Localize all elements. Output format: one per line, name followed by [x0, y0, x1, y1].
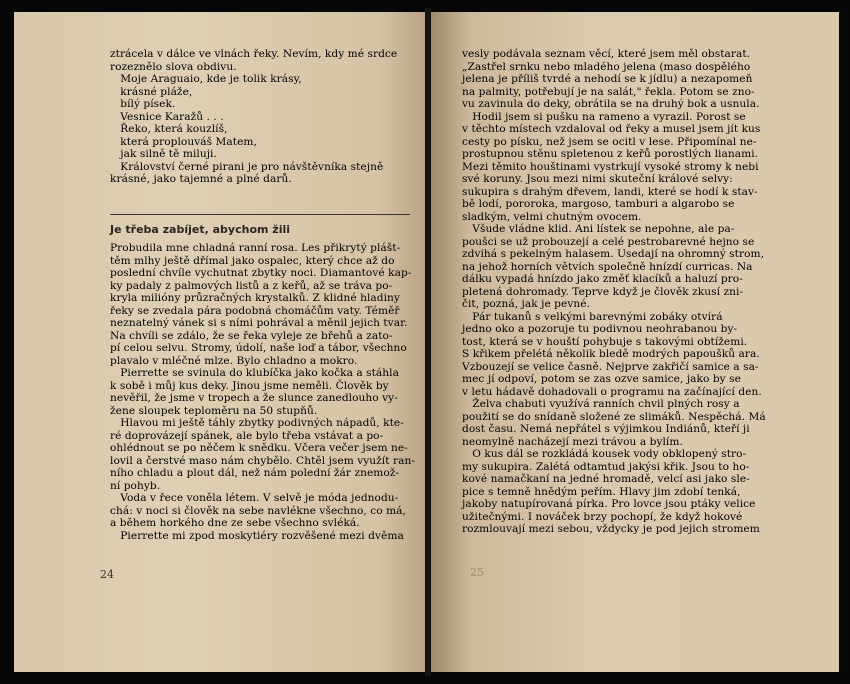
text-line: ního chladu a plout dál, než nám polední žár znemož- [110, 467, 400, 479]
text-line: Řeko, která kouzlíš, [110, 123, 228, 135]
text-line: v těchto místech vzdaloval od řeky a musel jsem jít kus [462, 123, 761, 135]
right-body-text [462, 48, 766, 536]
text-line: Království černé pirani je pro návštěvníka stejně [110, 160, 384, 173]
text-line: rozmlouvají mezi sebou, vždycky je pod jejich stromem [462, 523, 760, 535]
text-line: vu zavinula do deky, obrátila se na druhý bok a usnula. [462, 98, 760, 110]
text-line: na jehož horních větvích společně hnízdí curricas. Na [462, 260, 753, 273]
text-line: dost času. Nemá nepřátel s výjimkou Indiánů, kteří ji [462, 423, 750, 435]
text-line: cesty po písku, než jsem se ocitl v lese. Připomínal ne- [462, 135, 757, 148]
text-line: ré doprovázejí spánek, ale bylo třeba vstávat a po- [110, 429, 384, 442]
text-line: žene sloupek teploměru na 50 stupňů. [110, 404, 318, 417]
text-line: rozeznělo slova obdivu. [110, 60, 237, 73]
text-line: jakoby natupírovaná pírka. Pro lovce jsou ptáky velice [462, 498, 756, 510]
left-top-text [110, 48, 397, 186]
text-line: neomylně nacházejí mezi trávou a bylím. [462, 435, 683, 448]
text-line: pice s temně hnědým peřím. Hlavy jim zdobí tenká, [462, 485, 741, 498]
section-heading: Je třeba zabíjet, abychom žili [110, 223, 291, 236]
text-line: Moje Araguaio, kde je tolik krásy, [110, 73, 302, 85]
text-line: Pierrette se svinula do klubíčka jako kočka a stáhla [110, 367, 399, 379]
text-line: sukupira s drahým dřevem, landi, které se hodí k stav- [462, 185, 758, 198]
text-line: která proplouváš Matem, [110, 135, 257, 148]
text-line: své koruny. Jsou mezi nimi skuteční králové selvy: [462, 173, 733, 185]
text-line: řeky se zvedala pára podobná chomáčům vaty. Téměř [110, 304, 400, 317]
text-line: chá: v noci si člověk na sebe navlékne všechno, co má, [110, 504, 406, 517]
text-line: mec jí odpoví, potom se zas ozve samice, jako by se [462, 373, 741, 385]
text-line: Vzbouzejí se velice časně. Nejprve zakřičí samice a sa- [462, 360, 759, 373]
text-line: krásné pláže, [110, 85, 193, 98]
text-line: lovil a čerstvé maso nám chybělo. Chtěl jsem využít ran- [110, 454, 415, 467]
text-line: Hodil jsem si pušku na rameno a vyrazil. Porost se [462, 110, 746, 123]
text-line: jak silně tě miluji. [110, 148, 217, 160]
text-line: pletená dohromady. Teprve když je člověk zkusí zni- [462, 285, 744, 298]
text-line: a během horkého dne ze sebe všechno svléká. [110, 517, 360, 529]
text-line: použití se do snídaně složené ze slimáků. Nespěchá. Má [462, 410, 766, 423]
text-line: pí celou selvu. Stromy, údolí, naše loď a tábor, všechno [110, 342, 407, 354]
text-line: S křikem přelétá několik bledě modrých papoušků ara. [462, 348, 760, 360]
text-line: sladkým, velmi chutným ovocem. [462, 210, 642, 223]
text-line: krásné, jako tajemné a plné darů. [110, 173, 292, 185]
text-line: vesly podávala seznam věcí, které jsem měl obstarat. [462, 48, 751, 60]
text-line: „Zastřel srnku nebo mladého jelena (maso dospělého [462, 60, 751, 73]
section-divider [110, 214, 410, 215]
text-line: k sobě i můj kus deky. Jinou jsme neměli. Člověk by [110, 379, 389, 392]
text-line: užitečnými. I nováček brzy pochopí, že když hokové [462, 510, 743, 523]
text-line: ztrácela v dálce ve vlnách řeky. Nevím, kdy mé srdce [110, 48, 398, 60]
text-line: prostupnou stěnu spletenou z keřů porostlých lianami. [462, 148, 759, 160]
text-line: ky padaly z palmových listů a z keřů, až se tráva po- [110, 279, 393, 292]
text-line: Všude vládne klid. Ani lístek se nepohne, ale pa- [462, 223, 735, 235]
page-number-right: 25 [470, 566, 484, 579]
left-body-text [110, 242, 415, 542]
page-number-left: 24 [100, 568, 114, 581]
text-line: nevěřil, že jsme v tropech a že slunce zanedlouho vy- [110, 392, 398, 404]
text-line: poušci se už probouzejí a celé pestrobarevné hejno se [462, 235, 755, 248]
text-line: zdvihá s pekelným halasem. Usedají na ohromný strom, [462, 248, 765, 260]
text-line: neznatelný vánek si s ními pohrával a měnil jejich tvar. [110, 317, 408, 329]
book-spine [425, 8, 431, 676]
text-line: jedno oko a pozoruje tu podivnou neohrabanou by- [462, 323, 738, 335]
text-line: O kus dál se rozkládá kousek vody obklopený stro- [462, 448, 747, 460]
text-line: kryla milióny průzračných krystalků. Z klidné hladiny [110, 292, 400, 304]
text-line: na palmity, potřebují je na salát," řekla. Potom se zno- [462, 85, 755, 98]
text-line: Voda v řece voněla létem. V selvě je móda jednodu- [110, 492, 399, 504]
text-line: čit, pozná, jak je pevné. [462, 298, 590, 310]
text-line: ohlédnout se po něčem k snědku. Včera večer jsem ne- [110, 442, 408, 454]
text-line: bílý písek. [110, 98, 176, 110]
text-line: dálku vypadá hnízdo jako změť klacíků a haluzí pro- [462, 273, 743, 285]
text-line: tost, která se v houští pohybuje s takovými obtížemi. [462, 335, 748, 348]
text-line: Pár tukanů s velkými barevnými zobáky otvírá [462, 310, 723, 323]
text-line: Na chvíli se zdálo, že se řeka vyleje ze břehů a zato- [110, 329, 393, 342]
text-line: Mezi těmito houštinami vystrkují vysoké stromy k nebi [462, 160, 759, 173]
text-line: jelena je příliš tvrdé a nehodí se k jídlu) a nezapomeň [462, 73, 753, 85]
text-line: kové namačkaní na jedné hromadě, velcí asi jako sle- [462, 473, 750, 485]
text-line: Hlavou mi ještě táhly zbytky podivných nápadů, kte- [110, 417, 404, 429]
text-line: Vesnice Karažů . . . [110, 110, 224, 123]
text-line: plavalo v mléčné mlze. Bylo chladno a mokro. [110, 354, 358, 367]
text-line: Probudila mne chladná ranní rosa. Les přikrytý plášt- [110, 242, 401, 254]
text-line: Želva chabuti využívá ranních chvil plných rosy a [462, 398, 740, 410]
text-line: poslední chvíle vychutnat zbytky noci. Diamantové kap- [110, 267, 412, 279]
text-line: bě lodí, pororoka, margoso, tamburi a algarobo se [462, 198, 735, 210]
text-line: těm mlhy ještě dřímal jako ospalec, který chce až do [110, 254, 395, 267]
text-line: ní pohyb. [110, 479, 161, 492]
text-line: v letu hádavě dohadovali o programu na začínající den. [462, 385, 762, 398]
text-line: my sukupira. Zalétá odtamtud jakýsi křik. Jsou to ho- [462, 460, 750, 473]
text-line: Pierrette mi zpod moskytiéry rozvěšené mezi dvěma [110, 529, 404, 542]
